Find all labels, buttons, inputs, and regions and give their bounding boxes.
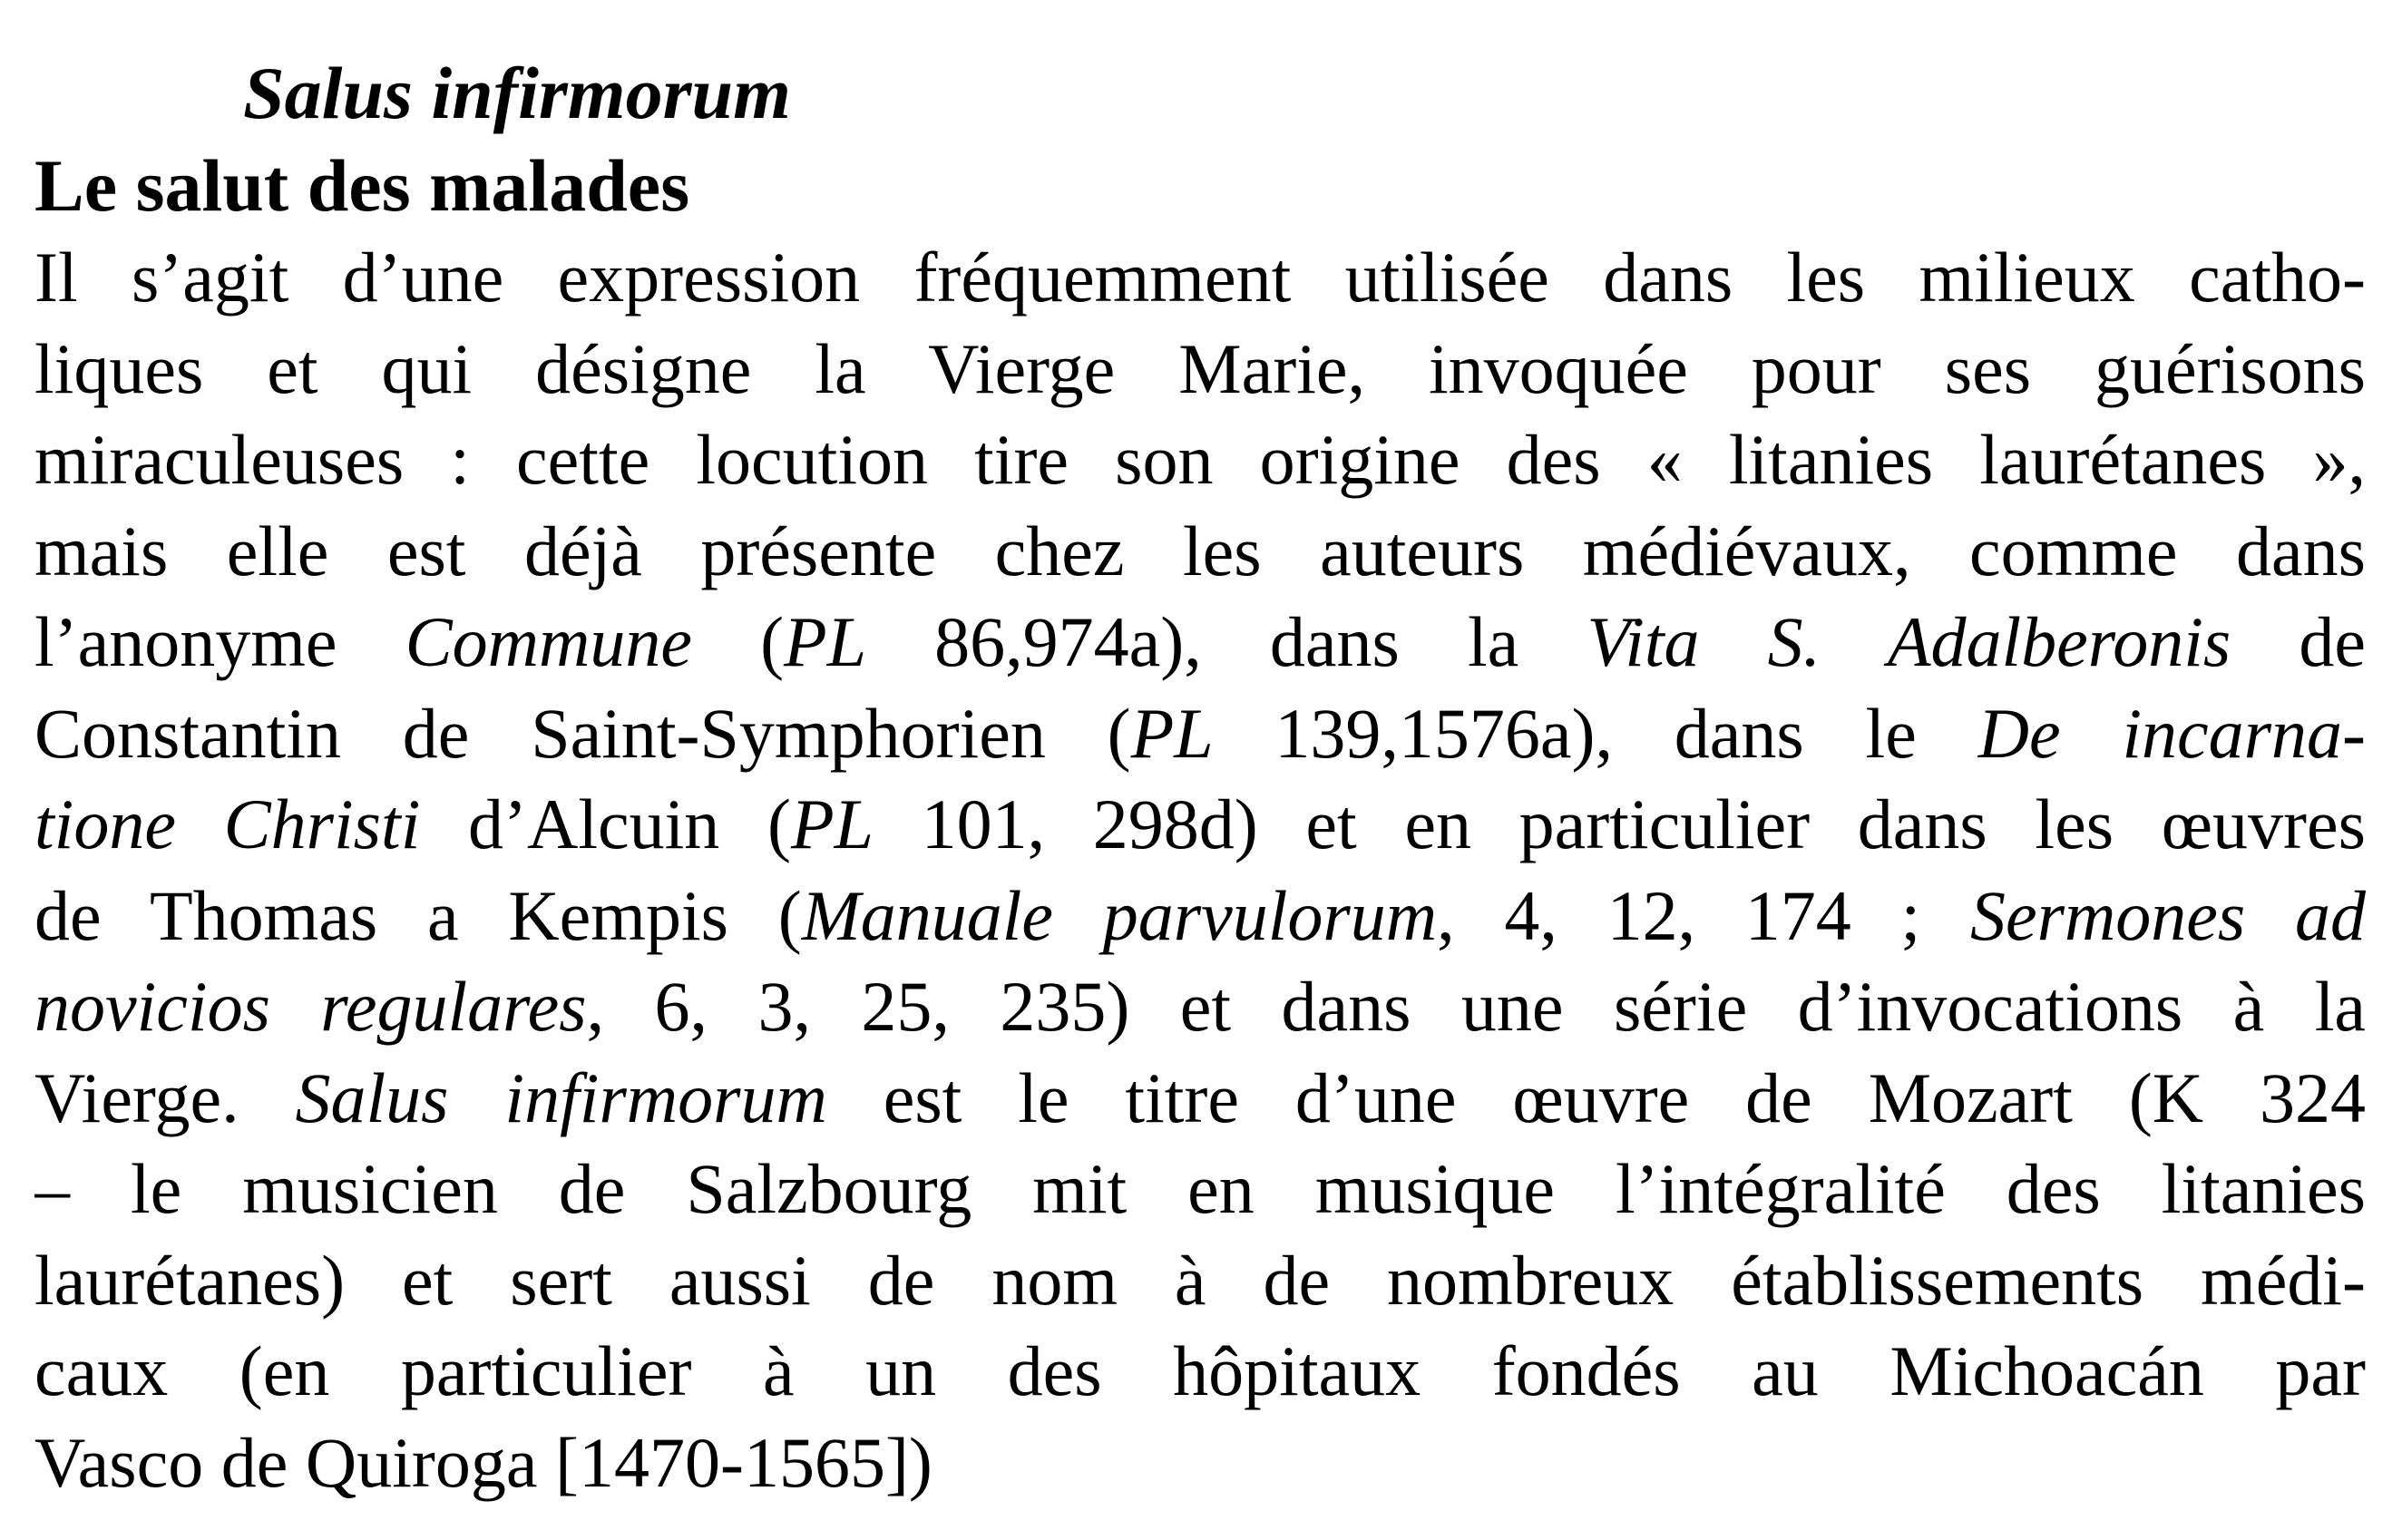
body-line bbox=[34, 871, 2366, 962]
body-text: caux (en particulier à un des hôpitaux fondés au Michoacán par bbox=[34, 1331, 2366, 1410]
body-text: Il s’agit d’une expression fréquemment utilisée dans les milieux catho- bbox=[34, 238, 2366, 317]
body-text: , 4, 12, 174 ; bbox=[1437, 875, 1970, 955]
italic-text: PL bbox=[790, 785, 874, 863]
italic-text: novicios regulares bbox=[34, 967, 587, 1046]
body-text: de Thomas a Kempis ( bbox=[34, 875, 802, 955]
italic-text: tione Christi bbox=[34, 785, 421, 863]
body-text: de bbox=[2231, 602, 2366, 681]
italic-text: Vita S. Adalberonis bbox=[1587, 602, 2231, 681]
body-line bbox=[34, 1326, 2366, 1418]
body-line bbox=[34, 1144, 2366, 1235]
body-line bbox=[34, 688, 2366, 780]
body-text: l’anonyme bbox=[34, 602, 405, 681]
body-text: 86,974a), dans la bbox=[866, 602, 1587, 681]
body-text: est le titre d’une œuvre de Mozart (K 324 bbox=[826, 1058, 2366, 1137]
italic-text: Manuale parvulorum bbox=[801, 875, 1438, 955]
dictionary-entry bbox=[34, 47, 2366, 1508]
body-line bbox=[34, 324, 2366, 415]
italic-text: Salus infirmorum bbox=[295, 1058, 827, 1137]
body-line bbox=[34, 1418, 2366, 1509]
body-line bbox=[34, 506, 2366, 598]
body-text: 139,1576a), dans le bbox=[1213, 693, 1978, 773]
body-text: Constantin de Saint-Symphorien ( bbox=[34, 693, 1131, 773]
body-text: 101, 298d) et en particulier dans les œuvres bbox=[873, 785, 2366, 863]
italic-text: Commune bbox=[405, 602, 692, 681]
body-line bbox=[34, 779, 2366, 871]
body-line bbox=[34, 961, 2366, 1053]
italic-text: PL bbox=[784, 602, 867, 681]
body-text: miraculeuses : cette locution tire son origine des « litanies laurétanes », bbox=[34, 420, 2366, 499]
body-text: Vierge. bbox=[34, 1058, 296, 1137]
body-text: laurétanes) et sert aussi de nom à de nombreux établissements médi- bbox=[34, 1240, 2366, 1320]
body-text: Vasco de Quiroga [1470-1565]) bbox=[34, 1422, 932, 1502]
entry-body bbox=[34, 232, 2366, 1508]
body-line bbox=[34, 597, 2366, 688]
body-line bbox=[34, 414, 2366, 506]
body-text: liques et qui désigne la Vierge Marie, invoquée pour ses guérisons bbox=[34, 328, 2366, 408]
italic-text: Sermones ad bbox=[1969, 875, 2366, 955]
body-text: ( bbox=[691, 602, 785, 681]
body-line bbox=[34, 1053, 2366, 1145]
body-text: d’Alcuin ( bbox=[420, 785, 791, 863]
body-text: , 6, 3, 25, 235) et dans une série d’invocations à la bbox=[586, 967, 2366, 1046]
entry-title: Salus infirmorum bbox=[243, 52, 791, 134]
body-line bbox=[34, 1235, 2366, 1327]
entry-subtitle: Le salut des malades bbox=[34, 144, 690, 227]
italic-text: De incarna- bbox=[1977, 693, 2366, 773]
body-text: – le musicien de Salzbourg mit en musique l’intégralité des litanies bbox=[34, 1149, 2366, 1228]
body-line bbox=[34, 232, 2366, 324]
body-text: mais elle est déjà présente chez les auteurs médiévaux, comme dans bbox=[34, 511, 2366, 590]
italic-text: PL bbox=[1130, 693, 1214, 773]
